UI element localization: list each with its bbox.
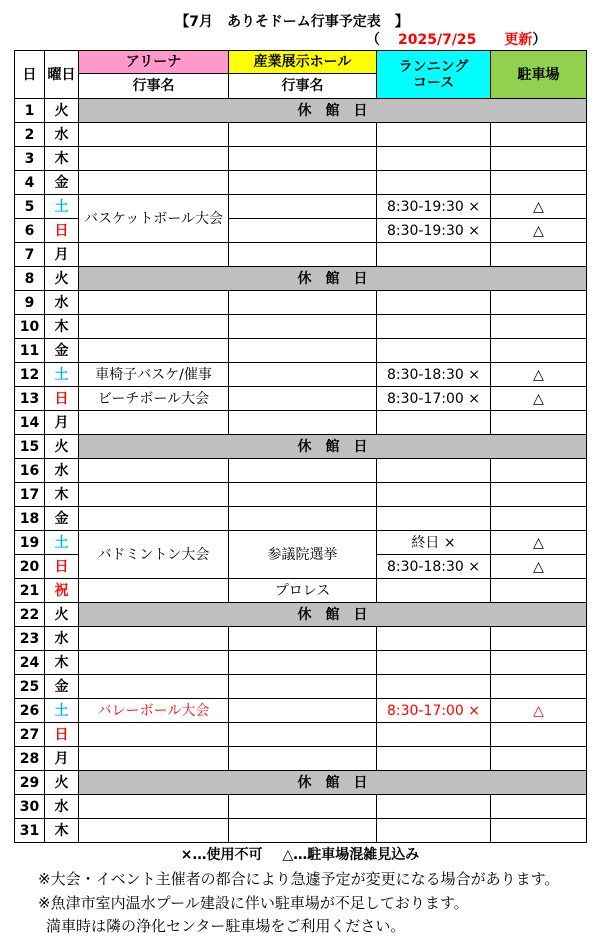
arena-event-cell — [79, 627, 229, 651]
weekday-cell: 木 — [45, 483, 79, 507]
arena-event-cell — [79, 339, 229, 363]
day-cell: 19 — [15, 531, 45, 555]
parking-cell — [491, 507, 587, 531]
running-course-cell — [377, 675, 491, 699]
parking-cell — [491, 819, 587, 843]
parking-cell: △ — [491, 387, 587, 411]
weekday-cell: 木 — [45, 651, 79, 675]
running-course-cell — [377, 795, 491, 819]
weekday-cell: 木 — [45, 315, 79, 339]
closed-cell: 休 館 日 — [79, 267, 587, 291]
parking-cell: △ — [491, 555, 587, 579]
day-cell: 20 — [15, 555, 45, 579]
running-course-cell — [377, 411, 491, 435]
weekday-cell: 土 — [45, 195, 79, 219]
weekday-cell: 水 — [45, 795, 79, 819]
day-cell: 26 — [15, 699, 45, 723]
running-course-cell — [377, 291, 491, 315]
day-cell: 25 — [15, 675, 45, 699]
closed-cell: 休 館 日 — [79, 99, 587, 123]
weekday-cell: 日 — [45, 387, 79, 411]
arena-event-cell — [79, 819, 229, 843]
weekday-cell: 土 — [45, 699, 79, 723]
legend — [0, 846, 600, 864]
page-title: 【7月 ありそドーム行事予定表 】 — [175, 14, 409, 30]
header-hall: 産業展示ホール — [229, 51, 377, 74]
hall-event-cell — [229, 699, 377, 723]
hall-event-cell — [229, 483, 377, 507]
parking-cell — [491, 459, 587, 483]
hall-event-cell — [229, 747, 377, 771]
parking-cell: △ — [491, 699, 587, 723]
legend-parking-congestion: △…駐車場混雑見込み — [282, 847, 420, 863]
parking-cell — [491, 579, 587, 603]
arena-event-cell — [79, 243, 229, 267]
day-cell: 11 — [15, 339, 45, 363]
header-running-course — [377, 51, 491, 99]
day-cell: 5 — [15, 195, 45, 219]
day-cell: 10 — [15, 315, 45, 339]
arena-event-cell: バレーボール大会 — [79, 699, 229, 723]
running-course-cell — [377, 747, 491, 771]
header-parking: 駐車場 — [491, 51, 587, 99]
hall-event-cell — [229, 219, 377, 243]
parking-cell — [491, 291, 587, 315]
arena-event-cell — [79, 675, 229, 699]
parking-cell — [491, 675, 587, 699]
hall-event-cell: プロレス — [229, 579, 377, 603]
parking-cell — [491, 339, 587, 363]
running-course-cell — [377, 627, 491, 651]
running-course-cell — [377, 171, 491, 195]
weekday-cell: 月 — [45, 747, 79, 771]
header-running-course-line2: コース — [412, 74, 455, 91]
table-row — [15, 627, 587, 651]
weekday-cell: 水 — [45, 123, 79, 147]
hall-event-cell — [229, 339, 377, 363]
arena-event-cell: バドミントン大会 — [79, 531, 229, 579]
running-course-cell — [377, 315, 491, 339]
weekday-cell: 金 — [45, 507, 79, 531]
day-cell: 15 — [15, 435, 45, 459]
arena-event-cell: バスケットボール大会 — [79, 195, 229, 243]
hall-event-cell — [229, 651, 377, 675]
update-close-paren: ） — [532, 32, 547, 48]
arena-event-cell — [79, 723, 229, 747]
hall-event-cell — [229, 243, 377, 267]
hall-event-cell — [229, 195, 377, 219]
running-course-cell: 8:30-17:00 × — [377, 699, 491, 723]
table-row — [15, 243, 587, 267]
parking-cell: △ — [491, 363, 587, 387]
closed-cell: 休 館 日 — [79, 603, 587, 627]
running-course-cell: 8:30-17:00 × — [377, 387, 491, 411]
legend-unavailable: ×…使用不可 — [180, 847, 263, 863]
arena-event-cell — [79, 147, 229, 171]
running-course-cell: 終日 × — [377, 531, 491, 555]
running-course-cell — [377, 123, 491, 147]
day-cell: 4 — [15, 171, 45, 195]
arena-event-cell: 車椅子バスケ/催事 — [79, 363, 229, 387]
table-row — [15, 315, 587, 339]
weekday-cell: 土 — [45, 531, 79, 555]
hall-event-cell — [229, 627, 377, 651]
closed-cell: 休 館 日 — [79, 435, 587, 459]
parking-cell: △ — [491, 195, 587, 219]
running-course-cell — [377, 579, 491, 603]
table-row — [15, 147, 587, 171]
hall-event-cell — [229, 387, 377, 411]
note-schedule-change: ※大会・イベント主催者の都合により急遽予定が変更になる場合があります。 — [38, 870, 560, 888]
table-row — [15, 291, 587, 315]
day-cell: 3 — [15, 147, 45, 171]
day-cell: 23 — [15, 627, 45, 651]
table-row — [15, 123, 587, 147]
day-cell: 1 — [15, 99, 45, 123]
table-row — [15, 699, 587, 723]
table-row — [15, 579, 587, 603]
weekday-cell: 木 — [45, 147, 79, 171]
day-cell: 2 — [15, 123, 45, 147]
weekday-cell: 水 — [45, 627, 79, 651]
parking-cell — [491, 747, 587, 771]
table-row — [15, 99, 587, 123]
hall-event-cell — [229, 507, 377, 531]
weekday-cell: 火 — [45, 99, 79, 123]
parking-cell: △ — [491, 531, 587, 555]
header-row — [15, 51, 587, 74]
parking-cell — [491, 315, 587, 339]
weekday-cell: 日 — [45, 555, 79, 579]
running-course-cell — [377, 483, 491, 507]
day-cell: 6 — [15, 219, 45, 243]
table-row — [15, 435, 587, 459]
weekday-cell: 火 — [45, 771, 79, 795]
table-body — [15, 99, 587, 843]
arena-event-cell — [79, 651, 229, 675]
parking-cell: △ — [491, 219, 587, 243]
hall-event-cell — [229, 459, 377, 483]
arena-event-cell — [79, 291, 229, 315]
arena-event-cell: ビーチボール大会 — [79, 387, 229, 411]
day-cell: 30 — [15, 795, 45, 819]
weekday-cell: 水 — [45, 459, 79, 483]
arena-event-cell — [79, 171, 229, 195]
table-row — [15, 339, 587, 363]
hall-event-cell: 参議院選挙 — [229, 531, 377, 579]
parking-cell — [491, 627, 587, 651]
weekday-cell: 祝 — [45, 579, 79, 603]
day-cell: 13 — [15, 387, 45, 411]
hall-event-cell — [229, 291, 377, 315]
running-course-cell: 8:30-19:30 × — [377, 195, 491, 219]
running-course-cell — [377, 147, 491, 171]
weekday-cell: 日 — [45, 219, 79, 243]
update-label: 更新 — [504, 32, 533, 48]
table-row — [15, 771, 587, 795]
arena-event-cell — [79, 579, 229, 603]
day-cell: 27 — [15, 723, 45, 747]
table-row — [15, 459, 587, 483]
hall-event-cell — [229, 315, 377, 339]
note-alternate-parking: 満車時は隣の浄化センター駐車場をご利用ください。 — [46, 917, 406, 935]
parking-cell — [491, 147, 587, 171]
schedule-table — [14, 50, 587, 843]
table-header — [15, 51, 587, 99]
arena-event-cell — [79, 507, 229, 531]
weekday-cell: 月 — [45, 243, 79, 267]
hall-event-cell — [229, 819, 377, 843]
header-hall-subtitle: 行事名 — [229, 74, 377, 99]
table-row — [15, 483, 587, 507]
header-weekday: 曜日 — [45, 51, 79, 99]
hall-event-cell — [229, 123, 377, 147]
arena-event-cell — [79, 315, 229, 339]
table-row — [15, 795, 587, 819]
table-row — [15, 387, 587, 411]
day-cell: 9 — [15, 291, 45, 315]
weekday-cell: 水 — [45, 291, 79, 315]
table-row — [15, 819, 587, 843]
day-cell: 31 — [15, 819, 45, 843]
running-course-cell — [377, 243, 491, 267]
weekday-cell: 火 — [45, 435, 79, 459]
parking-cell — [491, 651, 587, 675]
hall-event-cell — [229, 363, 377, 387]
running-course-cell: 8:30-18:30 × — [377, 555, 491, 579]
running-course-cell: 8:30-19:30 × — [377, 219, 491, 243]
day-cell: 21 — [15, 579, 45, 603]
update-open-paren: （ — [366, 32, 380, 48]
parking-cell — [491, 123, 587, 147]
hall-event-cell — [229, 675, 377, 699]
parking-cell — [491, 483, 587, 507]
weekday-cell: 日 — [45, 723, 79, 747]
arena-event-cell — [79, 459, 229, 483]
day-cell: 16 — [15, 459, 45, 483]
hall-event-cell — [229, 723, 377, 747]
day-cell: 28 — [15, 747, 45, 771]
table-row — [15, 171, 587, 195]
running-course-cell — [377, 507, 491, 531]
table-row — [15, 195, 587, 219]
weekday-cell: 金 — [45, 339, 79, 363]
table-row — [15, 507, 587, 531]
table-row — [15, 603, 587, 627]
table-row — [15, 723, 587, 747]
arena-event-cell — [79, 123, 229, 147]
day-cell: 17 — [15, 483, 45, 507]
update-note — [366, 31, 546, 49]
hall-event-cell — [229, 795, 377, 819]
weekday-cell: 木 — [45, 819, 79, 843]
running-course-cell — [377, 723, 491, 747]
day-cell: 12 — [15, 363, 45, 387]
header-running-course-line1: ランニング — [398, 58, 469, 75]
update-date: 2025/7/25 — [398, 32, 477, 48]
weekday-cell: 金 — [45, 675, 79, 699]
table-row — [15, 363, 587, 387]
table-row — [15, 747, 587, 771]
weekday-cell: 月 — [45, 411, 79, 435]
running-course-cell — [377, 459, 491, 483]
table-row — [15, 651, 587, 675]
table-row — [15, 675, 587, 699]
running-course-cell — [377, 651, 491, 675]
header-arena-subtitle: 行事名 — [79, 74, 229, 99]
hall-event-cell — [229, 147, 377, 171]
table-row — [15, 531, 587, 555]
parking-cell — [491, 171, 587, 195]
running-course-cell — [377, 339, 491, 363]
weekday-cell: 金 — [45, 171, 79, 195]
table-row — [15, 267, 587, 291]
running-course-cell — [377, 819, 491, 843]
arena-event-cell — [79, 411, 229, 435]
day-cell: 22 — [15, 603, 45, 627]
header-arena: アリーナ — [79, 51, 229, 74]
day-cell: 18 — [15, 507, 45, 531]
parking-cell — [491, 795, 587, 819]
day-cell: 14 — [15, 411, 45, 435]
parking-cell — [491, 243, 587, 267]
weekday-cell: 土 — [45, 363, 79, 387]
hall-event-cell — [229, 411, 377, 435]
arena-event-cell — [79, 483, 229, 507]
closed-cell: 休 館 日 — [79, 771, 587, 795]
parking-cell — [491, 411, 587, 435]
running-course-cell: 8:30-18:30 × — [377, 363, 491, 387]
hall-event-cell — [229, 171, 377, 195]
parking-cell — [491, 723, 587, 747]
day-cell: 24 — [15, 651, 45, 675]
note-parking-shortage: ※魚津市室内温水プール建設に伴い駐車場が不足しております。 — [38, 894, 469, 912]
arena-event-cell — [79, 795, 229, 819]
day-cell: 29 — [15, 771, 45, 795]
table-row — [15, 411, 587, 435]
day-cell: 7 — [15, 243, 45, 267]
weekday-cell: 火 — [45, 267, 79, 291]
arena-event-cell — [79, 747, 229, 771]
day-cell: 8 — [15, 267, 45, 291]
header-day: 日 — [15, 51, 45, 99]
weekday-cell: 火 — [45, 603, 79, 627]
